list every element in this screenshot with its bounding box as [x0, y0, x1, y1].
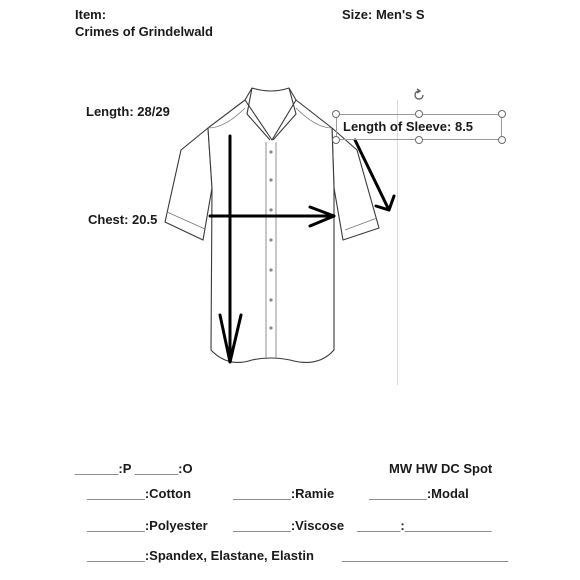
cotton-field: ________:Cotton: [87, 486, 192, 501]
care-codes: MW HW DC Spot: [389, 461, 493, 476]
resize-handle-bottom-left[interactable]: [332, 136, 340, 144]
item-name: Crimes of Grindelwald: [75, 24, 213, 39]
viscose-field: ________:Viscose: [233, 518, 345, 533]
ramie-field: ________:Ramie: [233, 486, 335, 501]
resize-handle-top[interactable]: [415, 110, 423, 118]
item-label: Item:: [75, 7, 107, 22]
resize-handle-bottom[interactable]: [415, 136, 423, 144]
spandex-field: ________:Spandex, Elastane, Elastin: [87, 548, 314, 563]
resize-handle-bottom-right[interactable]: [498, 136, 506, 144]
resize-handle-top-left[interactable]: [332, 110, 340, 118]
blank-fabric-field: ______:____________: [357, 518, 492, 533]
modal-field: ________:Modal: [369, 486, 469, 501]
chest-label: Chest: 20.5: [88, 212, 158, 227]
length-label: Length: 28/29: [86, 104, 170, 119]
rotate-handle-icon[interactable]: [412, 88, 426, 102]
sleeve-label[interactable]: Length of Sleeve: 8.5: [343, 119, 474, 134]
polyester-field: ________:Polyester: [87, 518, 208, 533]
size-label: Size: Men's S: [342, 7, 425, 22]
p-o-fields: ______:P ______:O: [75, 461, 193, 476]
blank-line: _______________________: [342, 548, 509, 563]
resize-handle-top-right[interactable]: [498, 110, 506, 118]
